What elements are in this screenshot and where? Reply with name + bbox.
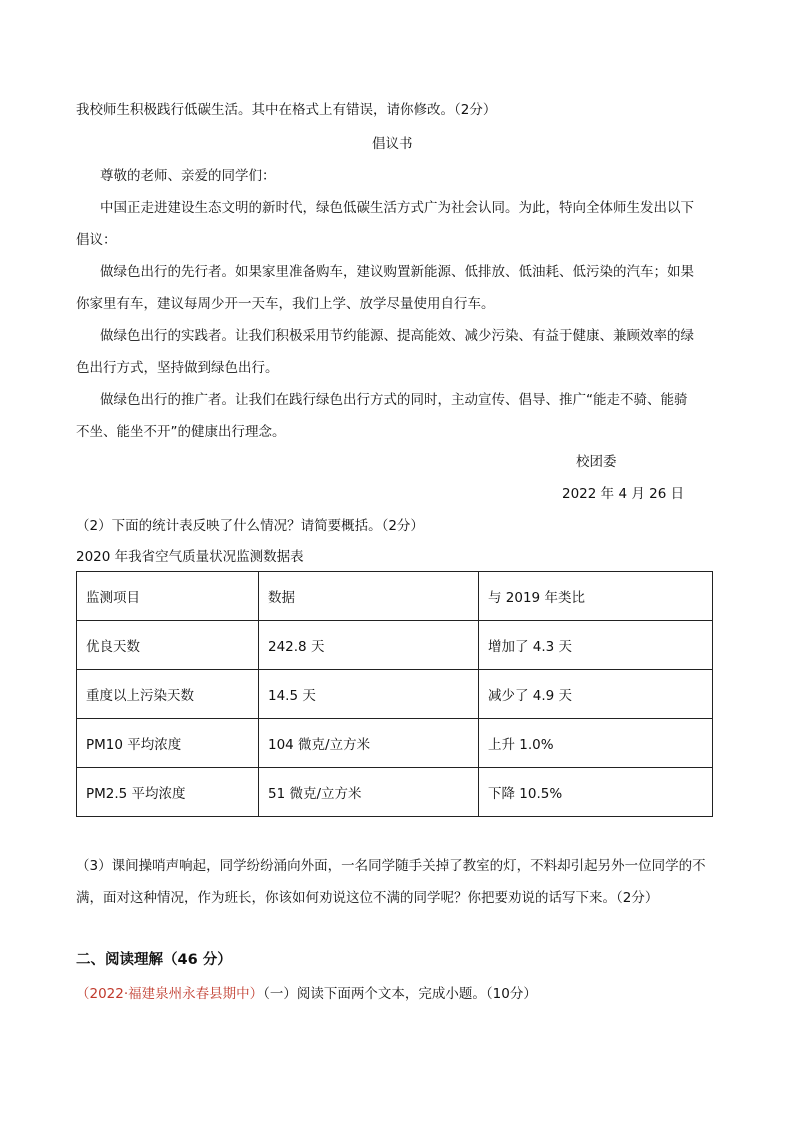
letter-paragraph-3-line-2: 色出行方式，坚持做到绿色出行。 bbox=[76, 360, 279, 376]
table-cell: 14.5 天 bbox=[259, 670, 479, 719]
intro-line: 我校师生积极践行低碳生活。其中在格式上有错误，请你修改。（2分） bbox=[76, 102, 497, 118]
letter-date: 2022 年 4 月 26 日 bbox=[562, 486, 685, 502]
table-cell: 优良天数 bbox=[77, 621, 259, 670]
table-header-cell: 与 2019 年类比 bbox=[479, 572, 713, 621]
letter-paragraph-1-line-2: 倡议： bbox=[76, 232, 117, 248]
table-caption: 2020 年我省空气质量状况监测数据表 bbox=[76, 549, 304, 565]
table-header-row bbox=[77, 572, 713, 621]
letter-paragraph-2-line-2: 你家里有车，建议每周少开一天车，我们上学、放学尽量使用自行车。 bbox=[76, 296, 495, 312]
section-2-instruction-line bbox=[76, 984, 537, 1004]
letter-signature: 校团委 bbox=[576, 454, 617, 470]
table-cell: 242.8 天 bbox=[259, 621, 479, 670]
table-cell: 上升 1.0% bbox=[479, 719, 713, 768]
question-3-line-2: 满，面对这种情况，作为班长，你该如何劝说这位不满的同学呢？你把要劝说的话写下来。（2分） bbox=[76, 890, 659, 906]
table-cell: 104 微克/立方米 bbox=[259, 719, 479, 768]
source-citation: 2022·福建泉州永春县期中 bbox=[89, 986, 250, 1002]
table-header-cell: 数据 bbox=[259, 572, 479, 621]
letter-salutation: 尊敬的老师、亲爱的同学们： bbox=[100, 168, 276, 184]
letter-paragraph-4-line-2: 不坐、能坐不开”的健康出行理念。 bbox=[76, 424, 286, 440]
table-cell: 下降 10.5% bbox=[479, 768, 713, 817]
table-row bbox=[77, 768, 713, 817]
table-cell: 重度以上污染天数 bbox=[77, 670, 259, 719]
question-3-line-1: （3）课间操哨声响起，同学纷纷涌向外面，一名同学随手关掉了教室的灯，不料却引起另外一位同学的不 bbox=[76, 858, 706, 874]
letter-paragraph-2-line-1: 做绿色出行的先行者。如果家里准备购车，建议购置新能源、低排放、低油耗、低污染的汽车；如果 bbox=[100, 264, 694, 280]
letter-paragraph-1-line-1: 中国正走进建设生态文明的新时代，绿色低碳生活方式广为社会认同。为此，特向全体师生发出以下 bbox=[100, 200, 694, 216]
source-close-paren: ） bbox=[249, 986, 264, 1002]
table-header-cell: 监测项目 bbox=[77, 572, 259, 621]
letter-paragraph-4-line-1: 做绿色出行的推广者。让我们在践行绿色出行方式的同时，主动宣传、倡导、推广“能走不骑、能骑 bbox=[100, 392, 688, 408]
section-2-instruction: （一）阅读下面两个文本，完成小题。（10分） bbox=[263, 986, 537, 1002]
question-2-prompt: （2）下面的统计表反映了什么情况？请简要概括。（2分） bbox=[76, 518, 424, 534]
table-row bbox=[77, 621, 713, 670]
section-2-heading: 二、阅读理解（46 分） bbox=[76, 952, 232, 968]
table-cell: PM10 平均浓度 bbox=[77, 719, 259, 768]
table-cell: PM2.5 平均浓度 bbox=[77, 768, 259, 817]
table-cell: 51 微克/立方米 bbox=[259, 768, 479, 817]
source-open-paren: （ bbox=[76, 986, 90, 1002]
letter-title: 倡议书 bbox=[372, 136, 413, 152]
air-quality-table bbox=[76, 571, 713, 817]
table-cell: 减少了 4.9 天 bbox=[479, 670, 713, 719]
table-cell: 增加了 4.3 天 bbox=[479, 621, 713, 670]
table-row bbox=[77, 670, 713, 719]
table-row bbox=[77, 719, 713, 768]
letter-paragraph-3-line-1: 做绿色出行的实践者。让我们积极采用节约能源、提高能效、减少污染、有益于健康、兼顾效率的绿 bbox=[100, 328, 694, 344]
